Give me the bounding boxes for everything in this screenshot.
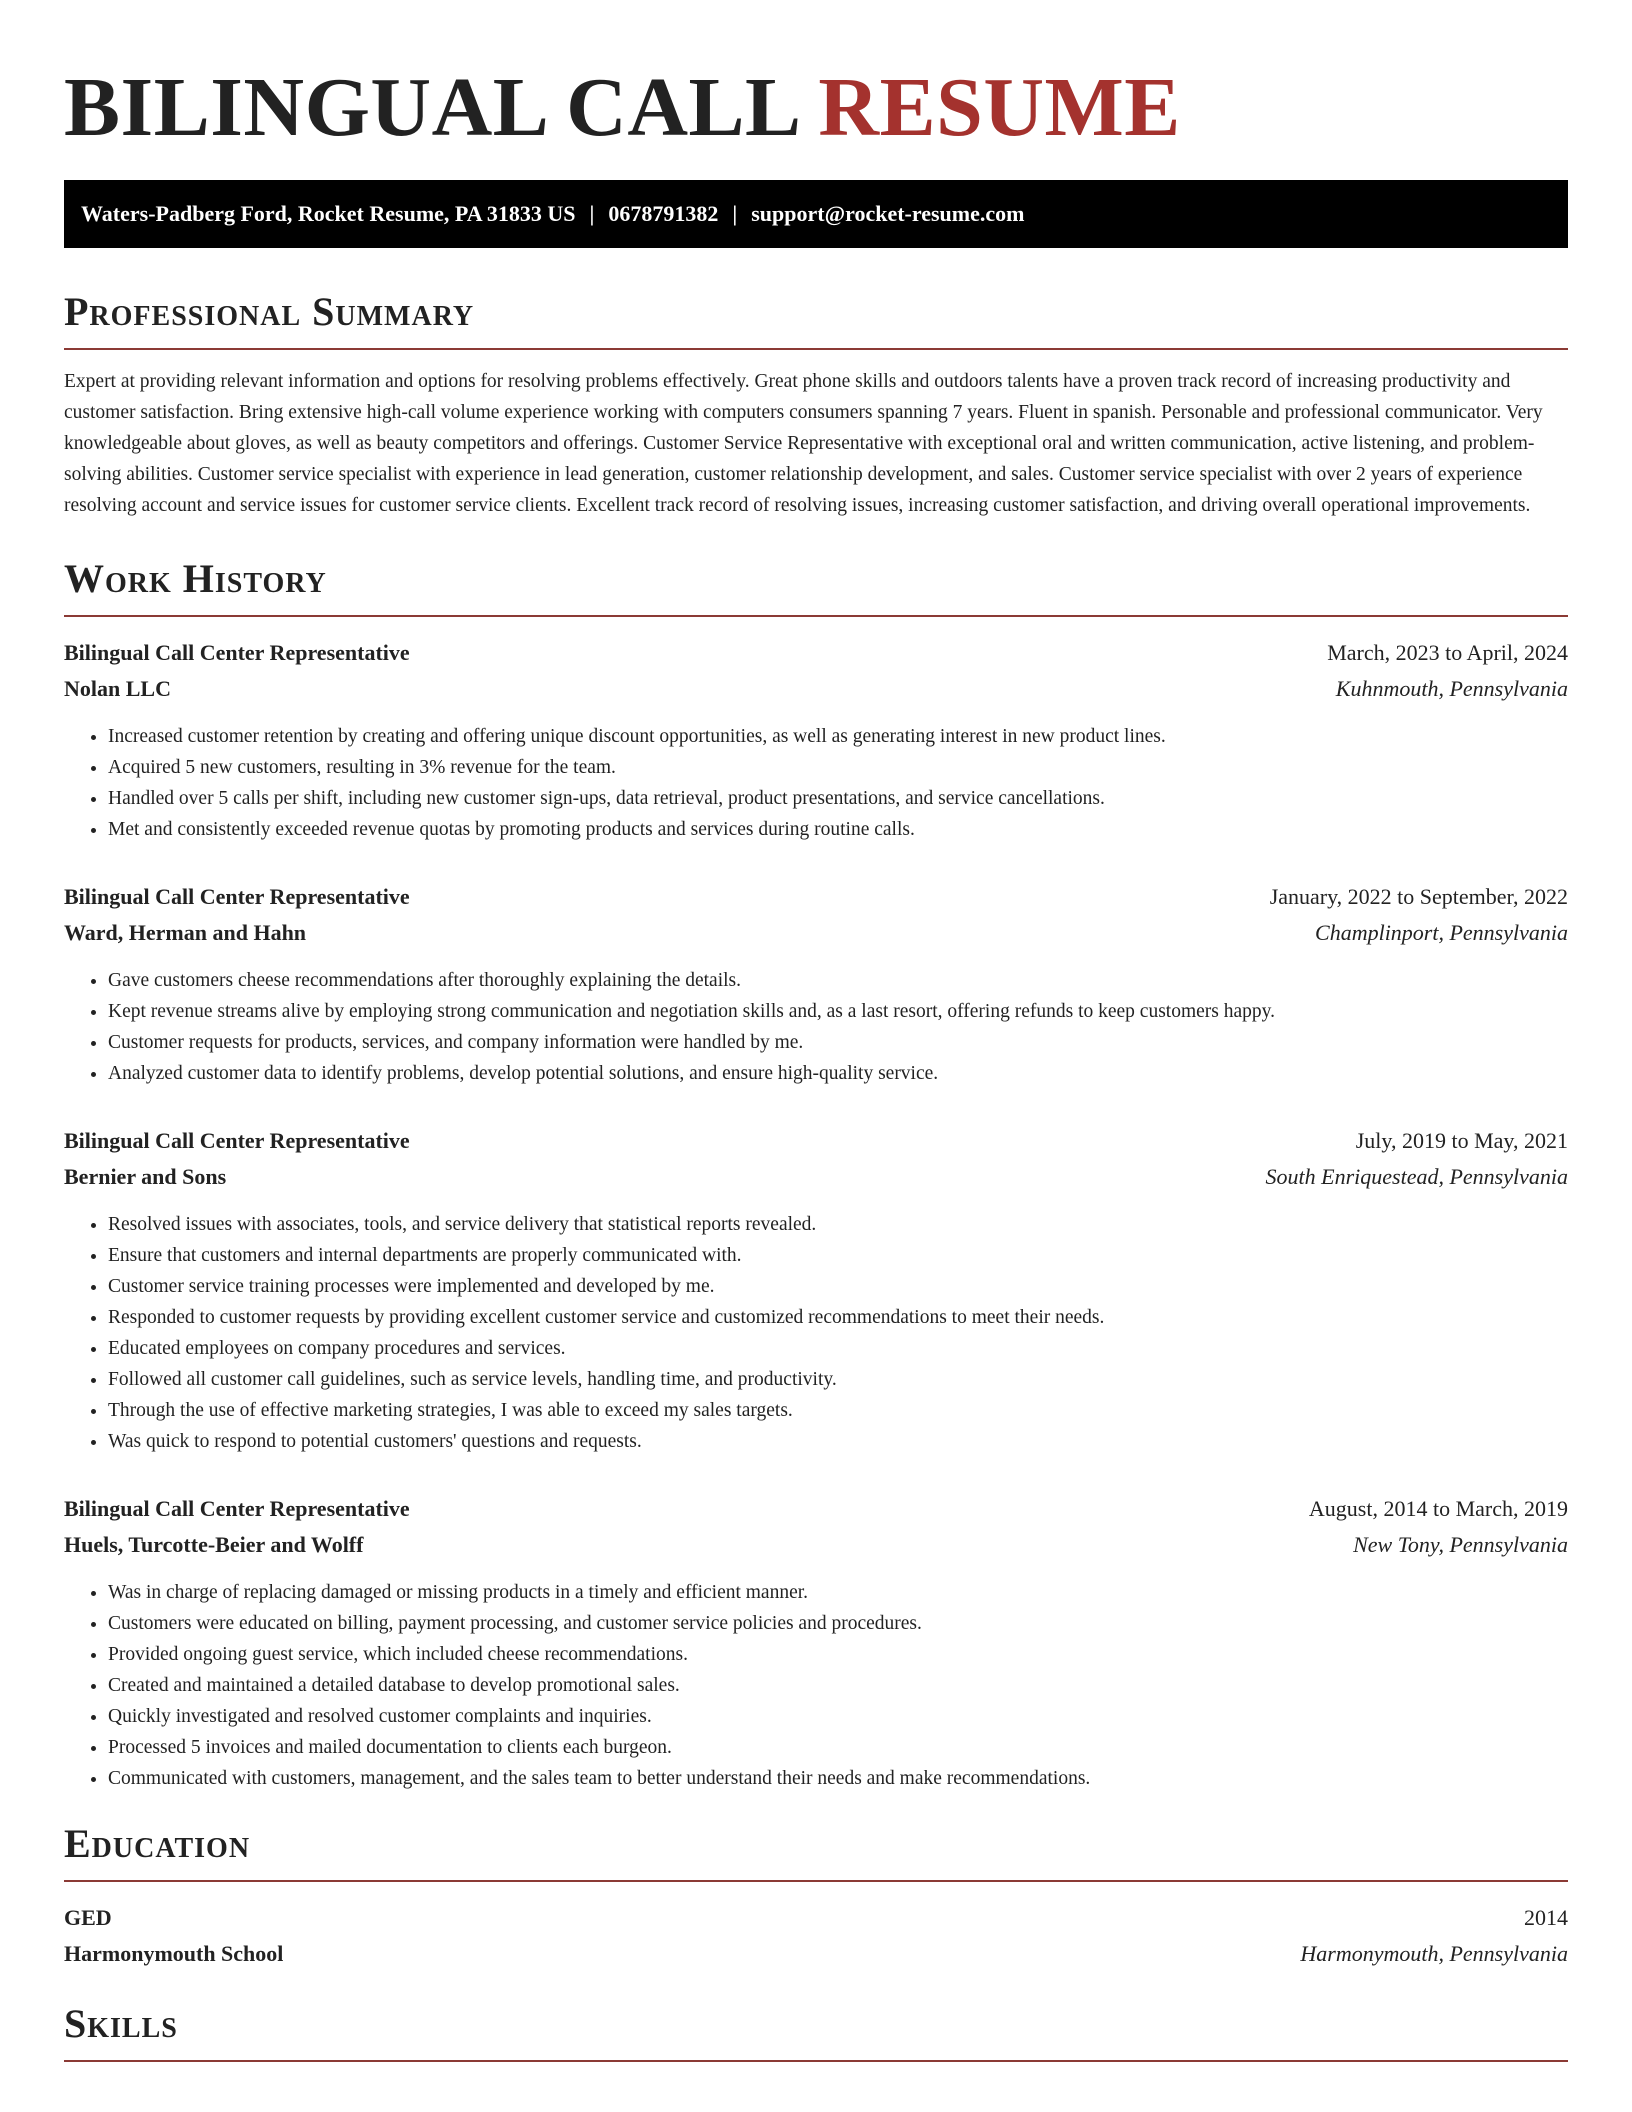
education-year: 2014 bbox=[1524, 1905, 1568, 1930]
name-last: RESUME bbox=[818, 61, 1181, 154]
education-entry bbox=[64, 1900, 1568, 1972]
job-bullet: • Customer service training processes were implemented and developed by me. bbox=[108, 1271, 1568, 1302]
job-location: New Tony, Pennsylvania bbox=[1353, 1532, 1568, 1557]
summary-section bbox=[64, 289, 1568, 521]
section-divider bbox=[64, 1880, 1568, 1882]
job-bullet: • Customer requests for products, services, and company information were handled by me. bbox=[108, 1027, 1568, 1058]
job-bullet: • Educated employees on company procedures and services. bbox=[108, 1333, 1568, 1364]
contact-email: support@rocket-resume.com bbox=[751, 201, 1025, 226]
job-row-top bbox=[64, 1123, 1568, 1159]
job-dates: July, 2019 to May, 2021 bbox=[1355, 1128, 1568, 1153]
job-bullet: • Was quick to respond to potential customers' questions and requests. bbox=[108, 1426, 1568, 1457]
job-bullet: • Handled over 5 calls per shift, including new customer sign-ups, data retrieval, product presentations, and service cancellations. bbox=[108, 783, 1568, 814]
education-section bbox=[64, 1821, 1568, 1972]
job-entry bbox=[64, 635, 1568, 845]
contact-bar bbox=[64, 180, 1568, 248]
resume-page bbox=[64, 0, 1568, 2062]
job-entry bbox=[64, 879, 1568, 1089]
job-bullet: • Ensure that customers and internal departments are properly communicated with. bbox=[108, 1240, 1568, 1271]
education-location: Harmonymouth, Pennsylvania bbox=[1300, 1941, 1568, 1966]
job-row-bottom bbox=[64, 1527, 1568, 1563]
job-bullet: • Created and maintained a detailed database to develop promotional sales. bbox=[108, 1670, 1568, 1701]
job-company: Nolan LLC bbox=[64, 676, 171, 701]
job-bullet: • Responded to customer requests by providing excellent customer service and customized recommendations to meet their needs. bbox=[108, 1302, 1568, 1333]
job-bullet: • Through the use of effective marketing strategies, I was able to exceed my sales targets. bbox=[108, 1395, 1568, 1426]
job-company: Bernier and Sons bbox=[64, 1164, 227, 1189]
section-title-education: Education bbox=[64, 1821, 251, 1866]
job-entry bbox=[64, 1491, 1568, 1794]
job-dates: January, 2022 to September, 2022 bbox=[1269, 884, 1568, 909]
section-divider bbox=[64, 2060, 1568, 2062]
job-location: South Enriquestead, Pennsylvania bbox=[1265, 1164, 1568, 1189]
job-bullet-list bbox=[64, 965, 1568, 1089]
job-bullet: • Resolved issues with associates, tools, and service delivery that statistical reports revealed. bbox=[108, 1209, 1568, 1240]
job-bullet: • Increased customer retention by creating and offering unique discount opportunities, as well as generating interest in new product lines. bbox=[108, 721, 1568, 752]
job-company: Huels, Turcotte-Beier and Wolff bbox=[64, 1532, 364, 1557]
job-row-bottom bbox=[64, 1159, 1568, 1195]
job-bullet: • Kept revenue streams alive by employing strong communication and negotiation skills and, as a last resort, offering refunds to keep customers happy. bbox=[108, 996, 1568, 1027]
job-bullet: • Gave customers cheese recommendations after thoroughly explaining the details. bbox=[108, 965, 1568, 996]
section-divider bbox=[64, 348, 1568, 350]
job-dates: August, 2014 to March, 2019 bbox=[1308, 1496, 1568, 1521]
job-bullet: • Followed all customer call guidelines, such as service levels, handling time, and productivity. bbox=[108, 1364, 1568, 1395]
job-row-bottom bbox=[64, 915, 1568, 951]
job-bullet-list bbox=[64, 1209, 1568, 1457]
resume-name bbox=[64, 61, 1568, 154]
contact-separator: | bbox=[589, 201, 595, 226]
name-first: BILINGUAL CALL bbox=[64, 61, 797, 154]
summary-text: Expert at providing relevant information and options for resolving problems effectively. Great phone skills and outdoors talents have a proven track record of increasing productivity and customer satisfaction. Bring extensive high-call volume experience working with computers consumers spanning 7 years. Fluent in spanish. Personable and professional communicator. Very knowledgeable about gloves, as well as beauty competitors and offerings. Customer Service Representative with exceptional oral and written communication, active listening, and problem-solving abilities. Customer service specialist with experience in lead generation, customer relationship development, and sales. Customer service specialist with over 2 years of experience resolving account and service issues for customer service clients. Excellent track record of resolving issues, increasing customer satisfaction, and driving overall operational improvements. bbox=[64, 371, 1543, 516]
section-title-summary: Professional Summary bbox=[64, 289, 475, 334]
job-title: Bilingual Call Center Representative bbox=[64, 640, 410, 665]
job-title: Bilingual Call Center Representative bbox=[64, 884, 410, 909]
job-row-top bbox=[64, 635, 1568, 671]
section-divider bbox=[64, 615, 1568, 617]
job-bullet-list bbox=[64, 1577, 1568, 1794]
education-row-top bbox=[64, 1900, 1568, 1936]
job-bullet-list bbox=[64, 721, 1568, 845]
section-title-skills: Skills bbox=[64, 2001, 178, 2046]
job-bullet: • Provided ongoing guest service, which included cheese recommendations. bbox=[108, 1639, 1568, 1670]
job-location: Kuhnmouth, Pennsylvania bbox=[1335, 676, 1568, 701]
skills-section bbox=[64, 2001, 1568, 2062]
education-school: Harmonymouth School bbox=[64, 1941, 284, 1966]
job-bullet: • Was in charge of replacing damaged or missing products in a timely and efficient manner. bbox=[108, 1577, 1568, 1608]
job-entry bbox=[64, 1123, 1568, 1457]
job-bullet: • Communicated with customers, management, and the sales team to better understand their needs and make recommendations. bbox=[108, 1763, 1568, 1794]
job-bullet: • Analyzed customer data to identify problems, develop potential solutions, and ensure high-quality service. bbox=[108, 1058, 1568, 1089]
contact-separator: | bbox=[732, 201, 738, 226]
job-bullet: • Processed 5 invoices and mailed documentation to clients each burgeon. bbox=[108, 1732, 1568, 1763]
job-title: Bilingual Call Center Representative bbox=[64, 1128, 410, 1153]
job-row-top bbox=[64, 1491, 1568, 1527]
job-title: Bilingual Call Center Representative bbox=[64, 1496, 410, 1521]
job-bullet: • Customers were educated on billing, payment processing, and customer service policies and procedures. bbox=[108, 1608, 1568, 1639]
job-location: Champlinport, Pennsylvania bbox=[1315, 920, 1568, 945]
education-row-bottom bbox=[64, 1936, 1568, 1972]
job-row-top bbox=[64, 879, 1568, 915]
job-bullet: • Quickly investigated and resolved customer complaints and inquiries. bbox=[108, 1701, 1568, 1732]
contact-phone: 0678791382 bbox=[608, 201, 719, 226]
contact-address: Waters-Padberg Ford, Rocket Resume, PA 31833 US bbox=[81, 201, 576, 226]
job-bullet: • Met and consistently exceeded revenue quotas by promoting products and services during routine calls. bbox=[108, 814, 1568, 845]
education-degree: GED bbox=[64, 1905, 112, 1930]
job-bullet: • Acquired 5 new customers, resulting in 3% revenue for the team. bbox=[108, 752, 1568, 783]
job-row-bottom bbox=[64, 671, 1568, 707]
section-title-work-history: Work History bbox=[64, 556, 327, 601]
job-company: Ward, Herman and Hahn bbox=[64, 920, 307, 945]
job-dates: March, 2023 to April, 2024 bbox=[1327, 640, 1568, 665]
job-list bbox=[64, 635, 1568, 1794]
work-history-section bbox=[64, 556, 1568, 1794]
